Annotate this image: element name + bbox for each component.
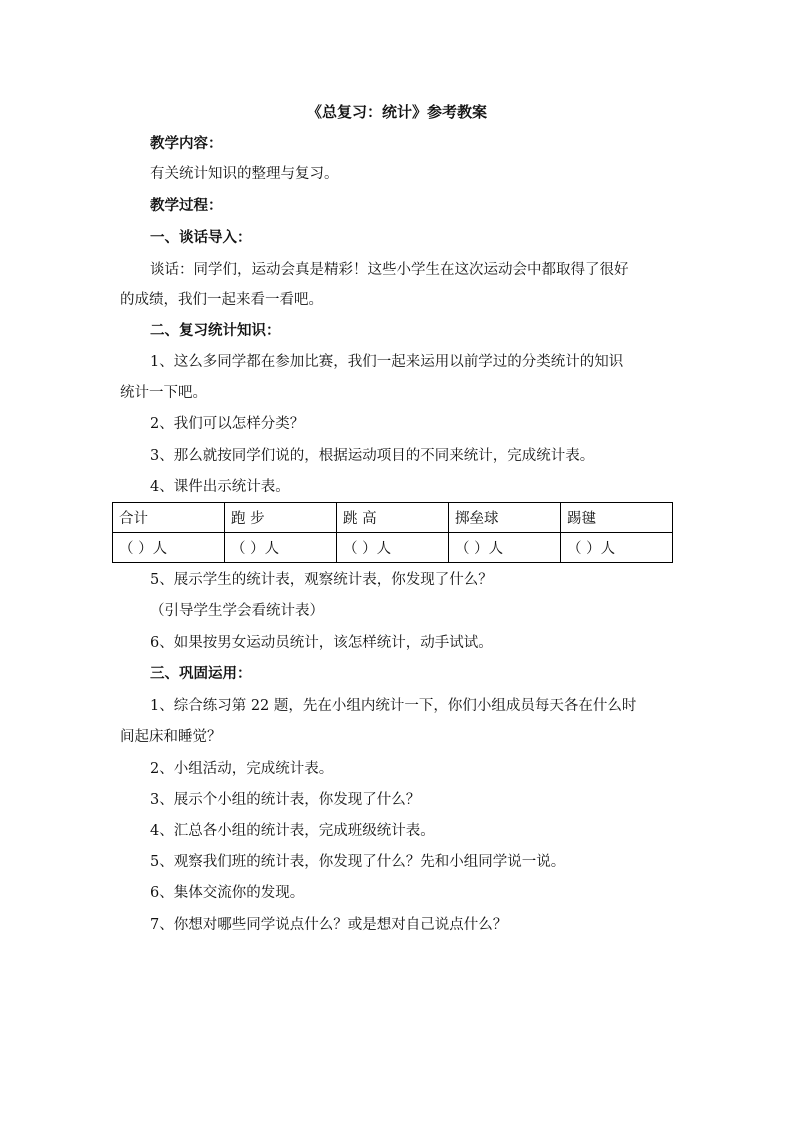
- table-cell: （ ）人: [225, 533, 337, 563]
- section3-item4: 4、汇总各小组的统计表，完成班级统计表。: [150, 823, 435, 839]
- section2-item3: 3、那么就按同学们说的，根据运动项目的不同来统计，完成统计表。: [150, 448, 595, 464]
- section3-item7: 7、你想对哪些同学说点什么？或是想对自己说点什么？: [150, 917, 508, 933]
- section3-item1-line1: 1、综合练习第 22 题，先在小组内统计一下，你们小组成员每天各在什么时: [150, 698, 637, 714]
- section2-item1-line1: 1、这么多同学都在参加比赛，我们一起来运用以前学过的分类统计的知识: [150, 354, 624, 370]
- table-header-cell: 掷垒球: [449, 503, 561, 533]
- section2-item6: 6、如果按男女运动员统计，该怎样统计，动手试试。: [150, 635, 493, 651]
- table-row: [113, 533, 673, 563]
- section3-item6: 6、集体交流你的发现。: [150, 885, 305, 901]
- section3-item3: 3、展示个小组的统计表，你发现了什么？: [150, 792, 421, 808]
- table-header-cell: 跳 高: [337, 503, 449, 533]
- table-cell: （ ）人: [337, 533, 449, 563]
- table-header-row: [113, 503, 673, 533]
- section1-heading: 一、谈话导入：: [150, 229, 252, 246]
- section1-text-line2: 的成绩，我们一起来看一看吧。: [120, 292, 323, 308]
- section3-item1-line2: 间起床和睡觉？: [120, 729, 222, 745]
- section2-heading: 二、复习统计知识：: [150, 322, 281, 339]
- section1-text-line1: 谈话：同学们，运动会真是精彩！这些小学生在这次运动会中都取得了很好: [150, 262, 629, 278]
- table-cell: （ ）人: [561, 533, 673, 563]
- table-header-cell: 踢毽: [561, 503, 673, 533]
- section3-item2: 2、小组活动，完成统计表。: [150, 761, 334, 777]
- section2-item4: 4、课件出示统计表。: [150, 479, 290, 495]
- section2-item1-line2: 统计一下吧。: [120, 385, 207, 401]
- teaching-process-heading: 教学过程：: [150, 197, 223, 214]
- section2-item5: 5、展示学生的统计表，观察统计表，你发现了什么？: [150, 572, 493, 588]
- section2-item2: 2、我们可以怎样分类？: [150, 416, 305, 432]
- document-title: 《总复习：统计》参考教案: [306, 103, 487, 121]
- statistics-table: [112, 502, 673, 563]
- table-header-cell: 合计: [113, 503, 225, 533]
- table-header-cell: 跑 步: [225, 503, 337, 533]
- teaching-content-text: 有关统计知识的整理与复习。: [150, 166, 339, 182]
- section3-item5: 5、观察我们班的统计表，你发现了什么？先和小组同学说一说。: [150, 854, 566, 870]
- section2-item5-note: （引导学生学会看统计表）: [150, 603, 324, 619]
- table-cell: （ ）人: [449, 533, 561, 563]
- section3-heading: 三、巩固运用：: [150, 665, 252, 682]
- teaching-content-heading: 教学内容：: [150, 135, 223, 152]
- table-cell: （ ）人: [113, 533, 225, 563]
